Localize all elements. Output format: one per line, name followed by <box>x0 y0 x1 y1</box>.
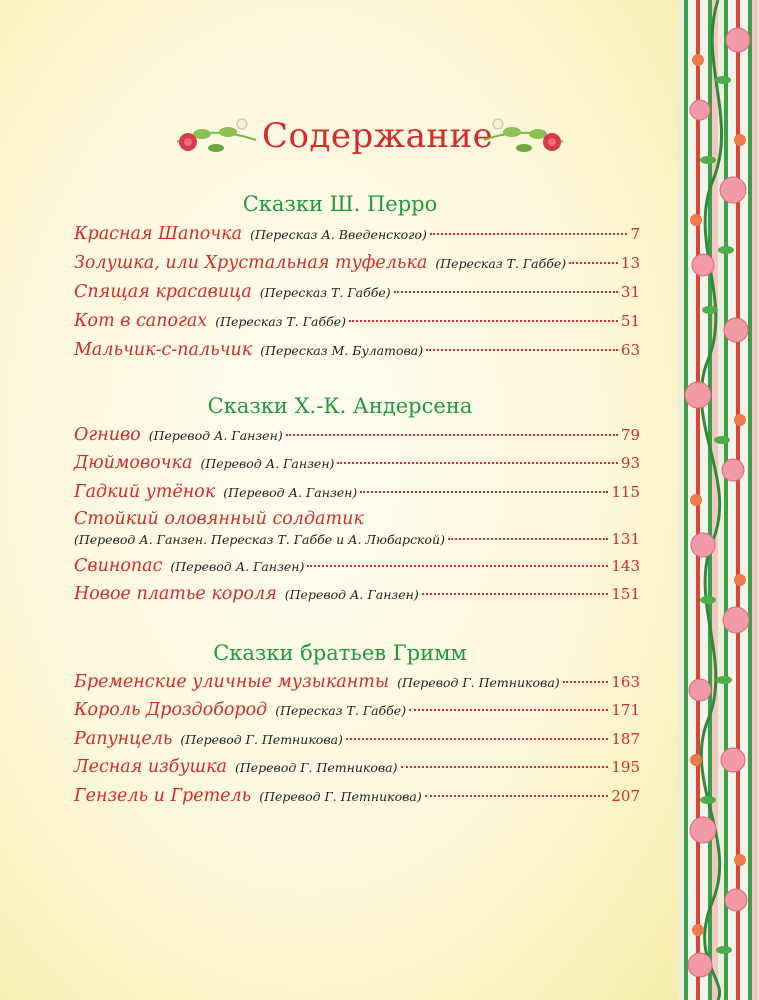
toc-entry[interactable] <box>74 453 640 479</box>
entry-title: Огниво <box>74 425 141 445</box>
leader-dots <box>569 262 618 264</box>
entry-title: Дюймовочка <box>74 453 193 473</box>
toc-entry[interactable] <box>74 311 640 337</box>
toc-entry[interactable] <box>74 282 640 308</box>
entry-title: Золушка, или Хрустальная туфелька <box>74 253 428 273</box>
entry-note: (Пересказ Т. Габбе) <box>215 314 347 329</box>
entry-title: Свинопас <box>74 556 163 576</box>
entry-page: 93 <box>620 454 640 472</box>
entry-title: Новое платье короля <box>74 584 277 604</box>
leader-dots <box>426 349 618 351</box>
heading-row <box>0 112 680 168</box>
leader-dots <box>307 565 608 567</box>
toc-entry[interactable] <box>74 556 640 582</box>
entry-title: Бременские уличные музыканты <box>74 672 390 692</box>
entry-page: 163 <box>611 673 640 691</box>
leader-dots <box>563 681 609 683</box>
leader-dots <box>394 291 618 293</box>
entry-title: Стойкий оловянный солдатик <box>74 509 364 529</box>
toc-entry[interactable] <box>74 482 640 508</box>
entry-note: (Пересказ Т. Габбе) <box>435 256 567 271</box>
entry-page: 7 <box>630 225 640 243</box>
entry-title: Красная Шапочка <box>74 224 243 244</box>
leader-dots <box>349 320 618 322</box>
toc-entry[interactable] <box>74 700 640 726</box>
rose-vine-border <box>678 0 759 1000</box>
toc-entry[interactable] <box>74 757 640 783</box>
entry-page: 51 <box>620 312 640 330</box>
entry-page: 131 <box>611 530 640 548</box>
leader-dots <box>346 738 608 740</box>
entry-note: (Перевод А. Ганзен) <box>170 559 305 574</box>
entry-title: Рапунцель <box>74 729 173 749</box>
entry-page: 187 <box>611 730 640 748</box>
leader-dots <box>337 462 617 464</box>
leader-dots <box>360 491 608 493</box>
entry-note: (Перевод А. Ганзен) <box>284 587 419 602</box>
entry-note: (Перевод А. Ганзен) <box>200 456 335 471</box>
toc-entry[interactable] <box>74 672 640 698</box>
entry-note: (Перевод А. Ганзен. Пересказ Т. Габбе и А. Любарской) <box>74 532 445 547</box>
entry-note: (Пересказ М. Булатова) <box>260 343 424 358</box>
entry-note: (Перевод Г. Петникова) <box>397 675 560 690</box>
entry-page: 115 <box>611 483 640 501</box>
page-title: Содержание <box>262 116 494 156</box>
entry-note: (Перевод Г. Петникова) <box>180 732 343 747</box>
entry-title: Кот в сапогах <box>74 311 208 331</box>
entry-note: (Перевод Г. Петникова) <box>259 789 422 804</box>
leader-dots <box>448 538 608 540</box>
leader-dots <box>422 593 609 595</box>
entry-title: Спящая красавица <box>74 282 252 302</box>
entry-page: 31 <box>620 283 640 301</box>
leader-dots <box>401 766 609 768</box>
entry-page: 195 <box>611 758 640 776</box>
section-title-andersen: Сказки Х.-К. Андерсена <box>207 394 473 418</box>
toc-entry[interactable] <box>74 584 640 610</box>
entry-page: 207 <box>611 787 640 805</box>
toc-entry[interactable] <box>74 224 640 250</box>
entry-note: (Перевод Г. Петникова) <box>234 760 398 775</box>
toc-entry[interactable] <box>74 786 640 812</box>
toc-entry-title-line[interactable] <box>74 509 640 531</box>
entry-page: 13 <box>620 254 640 272</box>
leader-dots <box>409 709 608 711</box>
entry-note: (Пересказ Т. Габбе) <box>259 285 391 300</box>
entry-page: 63 <box>620 341 640 359</box>
toc-entry[interactable] <box>74 425 640 451</box>
leader-dots <box>430 233 628 235</box>
entry-title: Король Дроздобород <box>74 700 268 720</box>
rose-ornament-icon <box>482 112 568 162</box>
entry-title: Гадкий утёнок <box>74 482 216 502</box>
entry-title: Гензель и Гретель <box>74 786 252 806</box>
toc-entry[interactable] <box>74 729 640 755</box>
entry-note: (Перевод А. Ганзен) <box>223 485 358 500</box>
entry-title: Лесная избушка <box>74 757 227 777</box>
entry-note: (Пересказ А. Введенского) <box>250 227 427 242</box>
entry-title: Мальчик-с-пальчик <box>74 340 253 360</box>
entry-note: (Перевод А. Ганзен) <box>148 428 283 443</box>
entry-page: 171 <box>611 701 640 719</box>
toc-entry[interactable] <box>74 340 640 366</box>
entry-page: 143 <box>611 557 640 575</box>
entry-page: 151 <box>611 585 640 603</box>
rose-ornament-icon <box>172 112 258 162</box>
toc-entry[interactable] <box>74 253 640 279</box>
entry-note: (Пересказ Т. Габбе) <box>275 703 407 718</box>
entry-page: 79 <box>620 426 640 444</box>
leader-dots <box>286 434 618 436</box>
leader-dots <box>425 795 609 797</box>
toc-entry[interactable] <box>74 530 640 556</box>
section-title-grimm: Сказки братьев Гримм <box>213 641 467 665</box>
section-title-perrault: Сказки Ш. Перро <box>242 192 438 216</box>
